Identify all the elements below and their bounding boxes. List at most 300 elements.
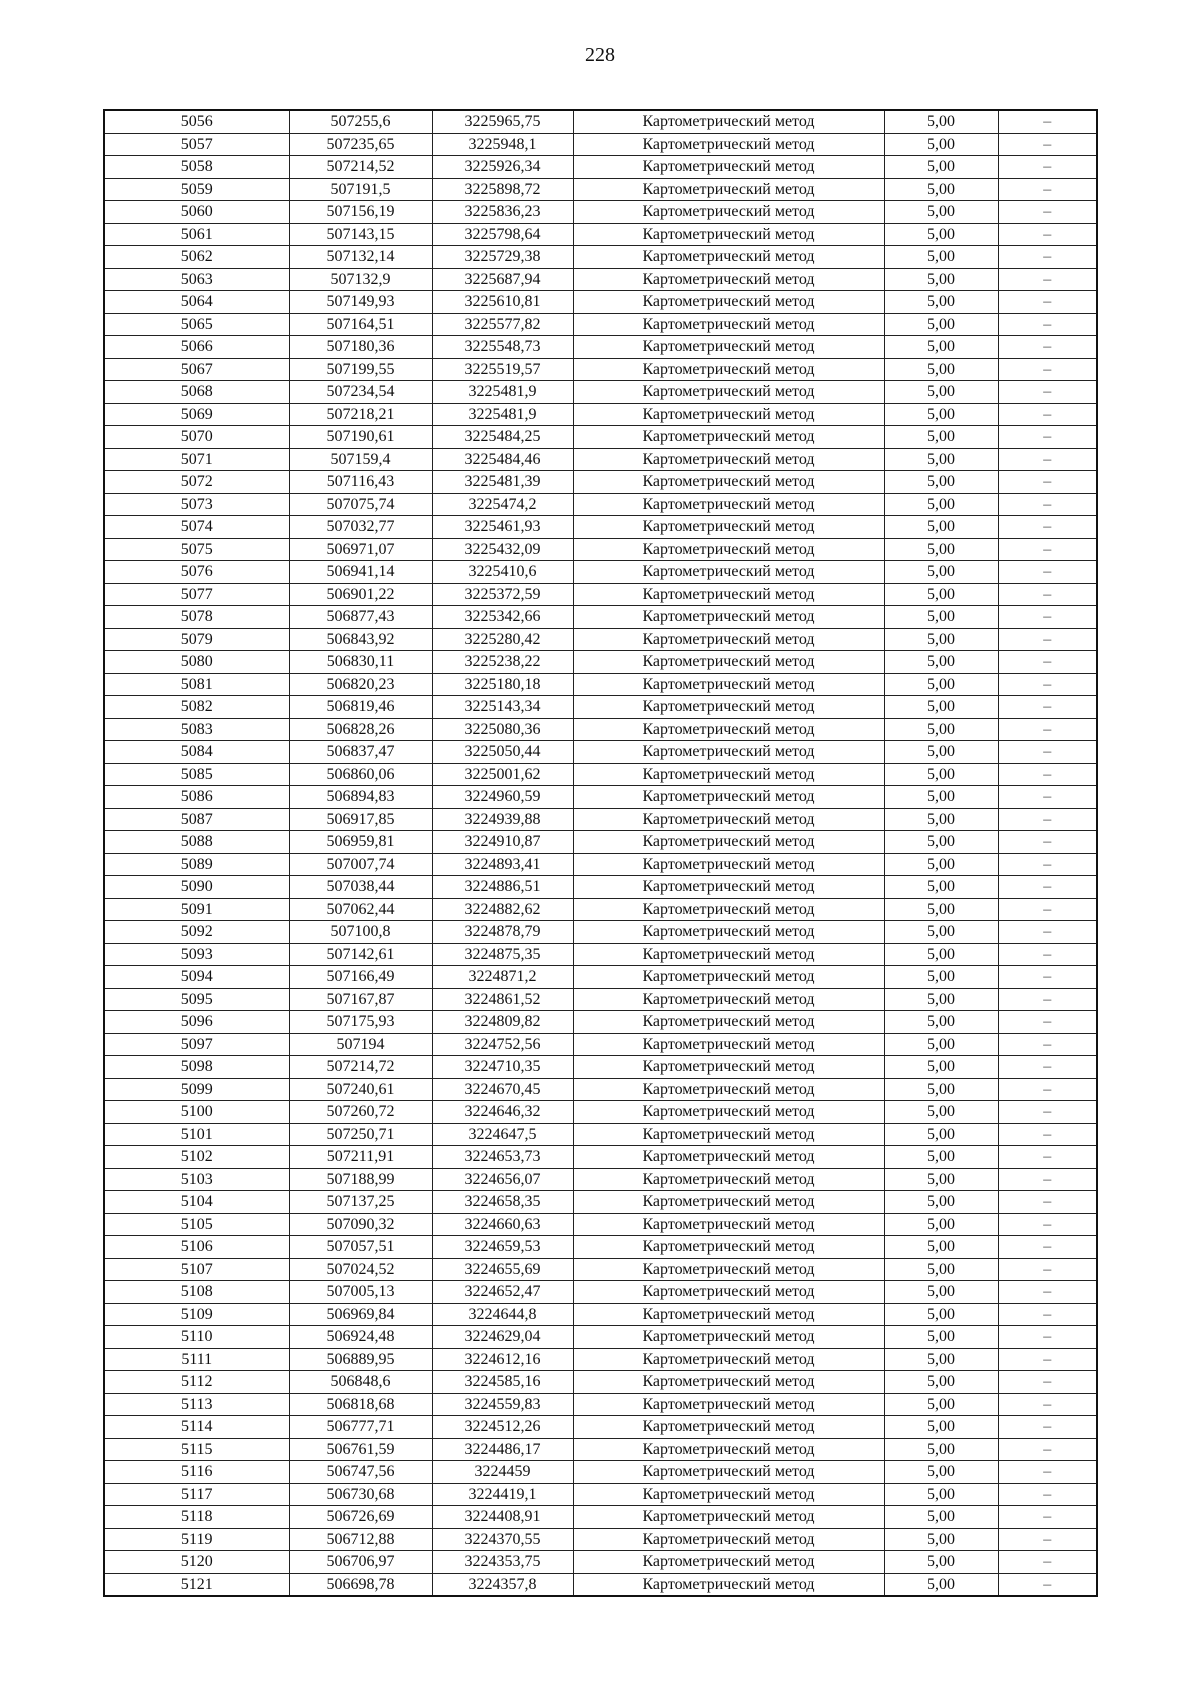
point-number-cell: 5107 — [104, 1258, 289, 1281]
note-cell: – — [998, 831, 1097, 854]
x-coordinate-cell: 506712,88 — [289, 1528, 432, 1551]
accuracy-cell: 5,00 — [884, 178, 998, 201]
point-number-cell: 5095 — [104, 988, 289, 1011]
table-row — [104, 246, 1097, 269]
y-coordinate-cell: 3224939,88 — [432, 808, 573, 831]
table-row — [104, 201, 1097, 224]
method-cell: Картометрический метод — [573, 1573, 884, 1596]
y-coordinate-cell: 3224861,52 — [432, 988, 573, 1011]
point-number-cell: 5110 — [104, 1326, 289, 1349]
x-coordinate-cell: 507235,65 — [289, 133, 432, 156]
note-cell: – — [998, 651, 1097, 674]
y-coordinate-cell: 3224670,45 — [432, 1078, 573, 1101]
accuracy-cell: 5,00 — [884, 516, 998, 539]
table-row — [104, 988, 1097, 1011]
x-coordinate-cell: 507166,49 — [289, 966, 432, 989]
method-cell: Картометрический метод — [573, 1146, 884, 1169]
method-cell: Картометрический метод — [573, 291, 884, 314]
accuracy-cell: 5,00 — [884, 1416, 998, 1439]
y-coordinate-cell: 3224585,16 — [432, 1371, 573, 1394]
method-cell: Картометрический метод — [573, 201, 884, 224]
accuracy-cell: 5,00 — [884, 1461, 998, 1484]
table-row — [104, 268, 1097, 291]
table-row — [104, 1483, 1097, 1506]
y-coordinate-cell: 3225481,39 — [432, 471, 573, 494]
point-number-cell: 5090 — [104, 876, 289, 899]
method-cell: Картометрический метод — [573, 538, 884, 561]
table-row — [104, 358, 1097, 381]
x-coordinate-cell: 506917,85 — [289, 808, 432, 831]
point-number-cell: 5068 — [104, 381, 289, 404]
method-cell: Картометрический метод — [573, 1101, 884, 1124]
table-row — [104, 808, 1097, 831]
method-cell: Картометрический метод — [573, 1393, 884, 1416]
y-coordinate-cell: 3225001,62 — [432, 763, 573, 786]
note-cell: – — [998, 696, 1097, 719]
point-number-cell: 5059 — [104, 178, 289, 201]
x-coordinate-cell: 507260,72 — [289, 1101, 432, 1124]
x-coordinate-cell: 506706,97 — [289, 1551, 432, 1574]
method-cell: Картометрический метод — [573, 1191, 884, 1214]
accuracy-cell: 5,00 — [884, 538, 998, 561]
note-cell: – — [998, 448, 1097, 471]
x-coordinate-cell: 507005,13 — [289, 1281, 432, 1304]
table-row — [104, 853, 1097, 876]
accuracy-cell: 5,00 — [884, 201, 998, 224]
accuracy-cell: 5,00 — [884, 1528, 998, 1551]
point-number-cell: 5085 — [104, 763, 289, 786]
y-coordinate-cell: 3225461,93 — [432, 516, 573, 539]
point-number-cell: 5097 — [104, 1033, 289, 1056]
accuracy-cell: 5,00 — [884, 268, 998, 291]
y-coordinate-cell: 3224459 — [432, 1461, 573, 1484]
y-coordinate-cell: 3225926,34 — [432, 156, 573, 179]
note-cell: – — [998, 1528, 1097, 1551]
point-number-cell: 5079 — [104, 628, 289, 651]
accuracy-cell: 5,00 — [884, 1281, 998, 1304]
y-coordinate-cell: 3224655,69 — [432, 1258, 573, 1281]
x-coordinate-cell: 507250,71 — [289, 1123, 432, 1146]
table-row — [104, 471, 1097, 494]
x-coordinate-cell: 506761,59 — [289, 1438, 432, 1461]
note-cell: – — [998, 381, 1097, 404]
note-cell: – — [998, 1461, 1097, 1484]
accuracy-cell: 5,00 — [884, 1393, 998, 1416]
note-cell: – — [998, 1483, 1097, 1506]
accuracy-cell: 5,00 — [884, 291, 998, 314]
y-coordinate-cell: 3224752,56 — [432, 1033, 573, 1056]
y-coordinate-cell: 3224710,35 — [432, 1056, 573, 1079]
table-row — [104, 673, 1097, 696]
method-cell: Картометрический метод — [573, 1371, 884, 1394]
note-cell: – — [998, 1191, 1097, 1214]
x-coordinate-cell: 507100,8 — [289, 921, 432, 944]
note-cell: – — [998, 1078, 1097, 1101]
note-cell: – — [998, 156, 1097, 179]
accuracy-cell: 5,00 — [884, 1236, 998, 1259]
note-cell: – — [998, 898, 1097, 921]
method-cell: Картометрический метод — [573, 561, 884, 584]
note-cell: – — [998, 313, 1097, 336]
x-coordinate-cell: 507214,52 — [289, 156, 432, 179]
y-coordinate-cell: 3224653,73 — [432, 1146, 573, 1169]
method-cell: Картометрический метод — [573, 1078, 884, 1101]
accuracy-cell: 5,00 — [884, 673, 998, 696]
point-number-cell: 5114 — [104, 1416, 289, 1439]
method-cell: Картометрический метод — [573, 1056, 884, 1079]
method-cell: Картометрический метод — [573, 1258, 884, 1281]
note-cell: – — [998, 1101, 1097, 1124]
note-cell: – — [998, 741, 1097, 764]
y-coordinate-cell: 3225610,81 — [432, 291, 573, 314]
point-number-cell: 5103 — [104, 1168, 289, 1191]
x-coordinate-cell: 506860,06 — [289, 763, 432, 786]
x-coordinate-cell: 507255,6 — [289, 110, 432, 133]
x-coordinate-cell: 507132,9 — [289, 268, 432, 291]
note-cell: – — [998, 1011, 1097, 1034]
accuracy-cell: 5,00 — [884, 1033, 998, 1056]
y-coordinate-cell: 3224408,91 — [432, 1506, 573, 1529]
x-coordinate-cell: 507032,77 — [289, 516, 432, 539]
point-number-cell: 5104 — [104, 1191, 289, 1214]
x-coordinate-cell: 506843,92 — [289, 628, 432, 651]
y-coordinate-cell: 3225898,72 — [432, 178, 573, 201]
table-row — [104, 291, 1097, 314]
x-coordinate-cell: 507057,51 — [289, 1236, 432, 1259]
y-coordinate-cell: 3225410,6 — [432, 561, 573, 584]
accuracy-cell: 5,00 — [884, 156, 998, 179]
note-cell: – — [998, 853, 1097, 876]
accuracy-cell: 5,00 — [884, 696, 998, 719]
y-coordinate-cell: 3225577,82 — [432, 313, 573, 336]
table-row — [104, 763, 1097, 786]
page-number: 228 — [585, 44, 615, 66]
y-coordinate-cell: 3224910,87 — [432, 831, 573, 854]
x-coordinate-cell: 506848,6 — [289, 1371, 432, 1394]
y-coordinate-cell: 3225143,34 — [432, 696, 573, 719]
y-coordinate-cell: 3224875,35 — [432, 943, 573, 966]
x-coordinate-cell: 507142,61 — [289, 943, 432, 966]
y-coordinate-cell: 3224893,41 — [432, 853, 573, 876]
method-cell: Картометрический метод — [573, 358, 884, 381]
table-row — [104, 336, 1097, 359]
accuracy-cell: 5,00 — [884, 966, 998, 989]
note-cell: – — [998, 1168, 1097, 1191]
x-coordinate-cell: 506777,71 — [289, 1416, 432, 1439]
method-cell: Картометрический метод — [573, 1281, 884, 1304]
x-coordinate-cell: 507132,14 — [289, 246, 432, 269]
accuracy-cell: 5,00 — [884, 831, 998, 854]
note-cell: – — [998, 1056, 1097, 1079]
y-coordinate-cell: 3225484,25 — [432, 426, 573, 449]
accuracy-cell: 5,00 — [884, 133, 998, 156]
accuracy-cell: 5,00 — [884, 426, 998, 449]
y-coordinate-cell: 3225180,18 — [432, 673, 573, 696]
point-number-cell: 5098 — [104, 1056, 289, 1079]
x-coordinate-cell: 506901,22 — [289, 583, 432, 606]
x-coordinate-cell: 506698,78 — [289, 1573, 432, 1596]
method-cell: Картометрический метод — [573, 223, 884, 246]
table-row — [104, 1573, 1097, 1596]
accuracy-cell: 5,00 — [884, 606, 998, 629]
point-number-cell: 5102 — [104, 1146, 289, 1169]
table-row — [104, 696, 1097, 719]
point-number-cell: 5061 — [104, 223, 289, 246]
table-row — [104, 1258, 1097, 1281]
x-coordinate-cell: 506969,84 — [289, 1303, 432, 1326]
table-row — [104, 1078, 1097, 1101]
point-number-cell: 5069 — [104, 403, 289, 426]
y-coordinate-cell: 3225836,23 — [432, 201, 573, 224]
y-coordinate-cell: 3224647,5 — [432, 1123, 573, 1146]
method-cell: Картометрический метод — [573, 403, 884, 426]
table-row — [104, 561, 1097, 584]
x-coordinate-cell: 507190,61 — [289, 426, 432, 449]
x-coordinate-cell: 507175,93 — [289, 1011, 432, 1034]
y-coordinate-cell: 3225548,73 — [432, 336, 573, 359]
accuracy-cell: 5,00 — [884, 1123, 998, 1146]
point-number-cell: 5086 — [104, 786, 289, 809]
x-coordinate-cell: 506889,95 — [289, 1348, 432, 1371]
x-coordinate-cell: 507024,52 — [289, 1258, 432, 1281]
note-cell: – — [998, 291, 1097, 314]
note-cell: – — [998, 1506, 1097, 1529]
accuracy-cell: 5,00 — [884, 1056, 998, 1079]
method-cell: Картометрический метод — [573, 1483, 884, 1506]
table-row — [104, 583, 1097, 606]
note-cell: – — [998, 583, 1097, 606]
table-row — [104, 1528, 1097, 1551]
y-coordinate-cell: 3224658,35 — [432, 1191, 573, 1214]
method-cell: Картометрический метод — [573, 1011, 884, 1034]
x-coordinate-cell: 506924,48 — [289, 1326, 432, 1349]
y-coordinate-cell: 3224886,51 — [432, 876, 573, 899]
method-cell: Картометрический метод — [573, 110, 884, 133]
point-number-cell: 5121 — [104, 1573, 289, 1596]
y-coordinate-cell: 3225798,64 — [432, 223, 573, 246]
accuracy-cell: 5,00 — [884, 583, 998, 606]
x-coordinate-cell: 507188,99 — [289, 1168, 432, 1191]
table-row — [104, 1236, 1097, 1259]
method-cell: Картометрический метод — [573, 381, 884, 404]
point-number-cell: 5065 — [104, 313, 289, 336]
y-coordinate-cell: 3225080,36 — [432, 718, 573, 741]
y-coordinate-cell: 3224660,63 — [432, 1213, 573, 1236]
method-cell: Картометрический метод — [573, 1438, 884, 1461]
point-number-cell: 5077 — [104, 583, 289, 606]
point-number-cell: 5072 — [104, 471, 289, 494]
point-number-cell: 5074 — [104, 516, 289, 539]
table-row — [104, 966, 1097, 989]
accuracy-cell: 5,00 — [884, 1011, 998, 1034]
accuracy-cell: 5,00 — [884, 808, 998, 831]
accuracy-cell: 5,00 — [884, 1483, 998, 1506]
accuracy-cell: 5,00 — [884, 1551, 998, 1574]
y-coordinate-cell: 3224656,07 — [432, 1168, 573, 1191]
x-coordinate-cell: 507214,72 — [289, 1056, 432, 1079]
accuracy-cell: 5,00 — [884, 561, 998, 584]
x-coordinate-cell: 507159,4 — [289, 448, 432, 471]
accuracy-cell: 5,00 — [884, 943, 998, 966]
note-cell: – — [998, 786, 1097, 809]
y-coordinate-cell: 3224960,59 — [432, 786, 573, 809]
accuracy-cell: 5,00 — [884, 1146, 998, 1169]
table-row — [104, 786, 1097, 809]
method-cell: Картометрический метод — [573, 1236, 884, 1259]
table-row — [104, 426, 1097, 449]
note-cell: – — [998, 1393, 1097, 1416]
x-coordinate-cell: 507167,87 — [289, 988, 432, 1011]
method-cell: Картометрический метод — [573, 966, 884, 989]
table-row — [104, 1461, 1097, 1484]
x-coordinate-cell: 507137,25 — [289, 1191, 432, 1214]
x-coordinate-cell: 506941,14 — [289, 561, 432, 584]
note-cell: – — [998, 1123, 1097, 1146]
y-coordinate-cell: 3225948,1 — [432, 133, 573, 156]
point-number-cell: 5093 — [104, 943, 289, 966]
note-cell: – — [998, 1146, 1097, 1169]
accuracy-cell: 5,00 — [884, 741, 998, 764]
accuracy-cell: 5,00 — [884, 246, 998, 269]
point-number-cell: 5073 — [104, 493, 289, 516]
table-row — [104, 1056, 1097, 1079]
table-row — [104, 1146, 1097, 1169]
x-coordinate-cell: 507240,61 — [289, 1078, 432, 1101]
accuracy-cell: 5,00 — [884, 1168, 998, 1191]
point-number-cell: 5117 — [104, 1483, 289, 1506]
y-coordinate-cell: 3224353,75 — [432, 1551, 573, 1574]
x-coordinate-cell: 506819,46 — [289, 696, 432, 719]
table-row — [104, 1213, 1097, 1236]
table-row — [104, 1416, 1097, 1439]
point-number-cell: 5120 — [104, 1551, 289, 1574]
note-cell: – — [998, 1303, 1097, 1326]
note-cell: – — [998, 673, 1097, 696]
x-coordinate-cell: 507234,54 — [289, 381, 432, 404]
accuracy-cell: 5,00 — [884, 921, 998, 944]
method-cell: Картометрический метод — [573, 178, 884, 201]
point-number-cell: 5080 — [104, 651, 289, 674]
method-cell: Картометрический метод — [573, 876, 884, 899]
y-coordinate-cell: 3224646,32 — [432, 1101, 573, 1124]
y-coordinate-cell: 3225729,38 — [432, 246, 573, 269]
note-cell: – — [998, 1371, 1097, 1394]
table-row — [104, 651, 1097, 674]
x-coordinate-cell: 507164,51 — [289, 313, 432, 336]
table-row — [104, 898, 1097, 921]
point-number-cell: 5119 — [104, 1528, 289, 1551]
x-coordinate-cell: 506730,68 — [289, 1483, 432, 1506]
y-coordinate-cell: 3225342,66 — [432, 606, 573, 629]
note-cell: – — [998, 493, 1097, 516]
point-number-cell: 5100 — [104, 1101, 289, 1124]
table-row — [104, 1326, 1097, 1349]
x-coordinate-cell: 507062,44 — [289, 898, 432, 921]
method-cell: Картометрический метод — [573, 516, 884, 539]
table-row — [104, 1551, 1097, 1574]
point-number-cell: 5071 — [104, 448, 289, 471]
note-cell: – — [998, 1416, 1097, 1439]
method-cell: Картометрический метод — [573, 1506, 884, 1529]
method-cell: Картометрический метод — [573, 673, 884, 696]
accuracy-cell: 5,00 — [884, 1303, 998, 1326]
method-cell: Картометрический метод — [573, 718, 884, 741]
point-number-cell: 5118 — [104, 1506, 289, 1529]
x-coordinate-cell: 507149,93 — [289, 291, 432, 314]
x-coordinate-cell: 506837,47 — [289, 741, 432, 764]
table-row — [104, 516, 1097, 539]
point-number-cell: 5070 — [104, 426, 289, 449]
note-cell: – — [998, 403, 1097, 426]
table-row — [104, 921, 1097, 944]
point-number-cell: 5083 — [104, 718, 289, 741]
table-row — [104, 313, 1097, 336]
y-coordinate-cell: 3224652,47 — [432, 1281, 573, 1304]
accuracy-cell: 5,00 — [884, 1326, 998, 1349]
note-cell: – — [998, 201, 1097, 224]
note-cell: – — [998, 110, 1097, 133]
method-cell: Картометрический метод — [573, 583, 884, 606]
note-cell: – — [998, 988, 1097, 1011]
method-cell: Картометрический метод — [573, 1123, 884, 1146]
accuracy-cell: 5,00 — [884, 1101, 998, 1124]
y-coordinate-cell: 3225050,44 — [432, 741, 573, 764]
x-coordinate-cell: 506828,26 — [289, 718, 432, 741]
note-cell: – — [998, 943, 1097, 966]
point-number-cell: 5063 — [104, 268, 289, 291]
table-row — [104, 628, 1097, 651]
point-number-cell: 5089 — [104, 853, 289, 876]
table-row — [104, 1168, 1097, 1191]
y-coordinate-cell: 3224644,8 — [432, 1303, 573, 1326]
method-cell: Картометрический метод — [573, 156, 884, 179]
x-coordinate-cell: 506747,56 — [289, 1461, 432, 1484]
note-cell: – — [998, 471, 1097, 494]
method-cell: Картометрический метод — [573, 268, 884, 291]
accuracy-cell: 5,00 — [884, 763, 998, 786]
method-cell: Картометрический метод — [573, 988, 884, 1011]
y-coordinate-cell: 3224512,26 — [432, 1416, 573, 1439]
y-coordinate-cell: 3224357,8 — [432, 1573, 573, 1596]
y-coordinate-cell: 3225965,75 — [432, 110, 573, 133]
point-number-cell: 5105 — [104, 1213, 289, 1236]
note-cell: – — [998, 268, 1097, 291]
point-number-cell: 5096 — [104, 1011, 289, 1034]
accuracy-cell: 5,00 — [884, 448, 998, 471]
note-cell: – — [998, 561, 1097, 584]
y-coordinate-cell: 3225372,59 — [432, 583, 573, 606]
x-coordinate-cell: 507218,21 — [289, 403, 432, 426]
x-coordinate-cell: 507143,15 — [289, 223, 432, 246]
x-coordinate-cell: 507194 — [289, 1033, 432, 1056]
method-cell: Картометрический метод — [573, 246, 884, 269]
table-row — [104, 448, 1097, 471]
method-cell: Картометрический метод — [573, 786, 884, 809]
x-coordinate-cell: 506894,83 — [289, 786, 432, 809]
x-coordinate-cell: 507075,74 — [289, 493, 432, 516]
table-row — [104, 223, 1097, 246]
table-row — [104, 1348, 1097, 1371]
method-cell: Картометрический метод — [573, 921, 884, 944]
y-coordinate-cell: 3224486,17 — [432, 1438, 573, 1461]
point-number-cell: 5082 — [104, 696, 289, 719]
table-row — [104, 403, 1097, 426]
note-cell: – — [998, 133, 1097, 156]
y-coordinate-cell: 3224629,04 — [432, 1326, 573, 1349]
point-number-cell: 5091 — [104, 898, 289, 921]
note-cell: – — [998, 876, 1097, 899]
table-row — [104, 1393, 1097, 1416]
